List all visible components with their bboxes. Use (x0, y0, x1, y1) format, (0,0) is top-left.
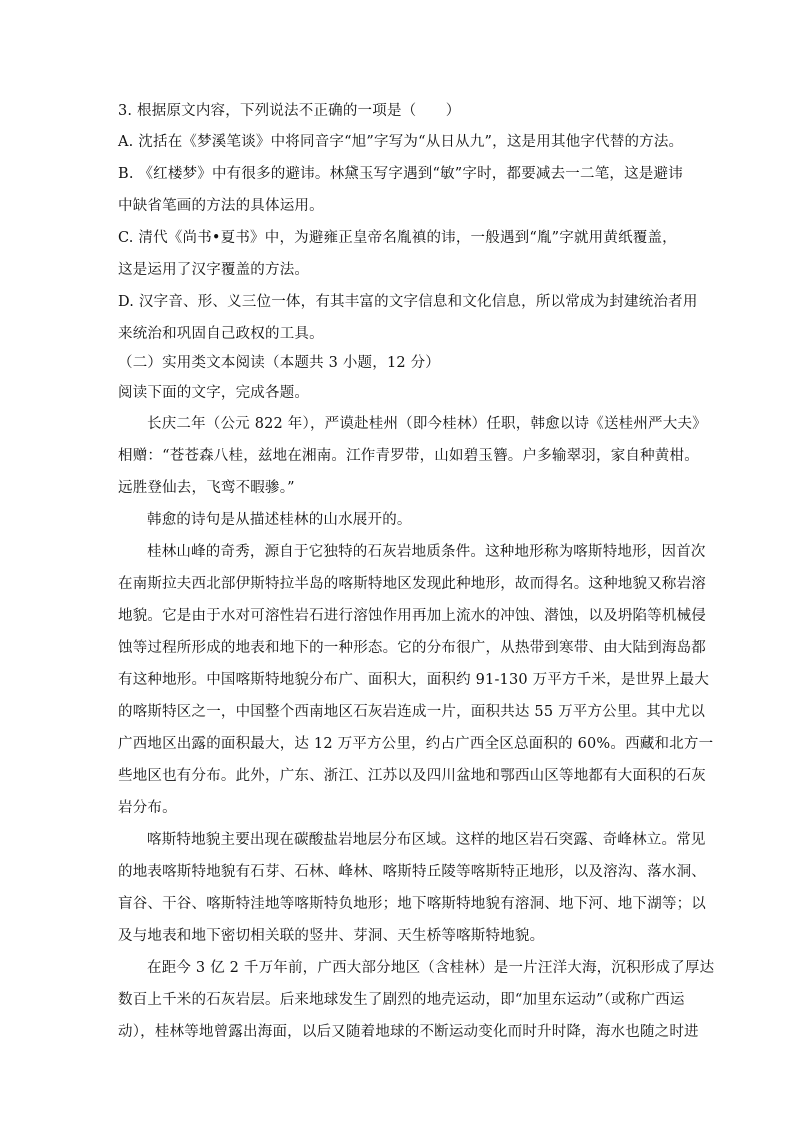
passage-paragraph-1-line: 远胜登仙去，飞鸾不暇骖。” (118, 480, 295, 496)
passage-paragraph-3-line: 在南斯拉夫西北部伊斯特拉半岛的喀斯特地区发现此种地形，故而得名。这种地貌又称岩溶 (118, 576, 706, 592)
passage-paragraph-3-line: 蚀等过程所形成的地表和地下的一种形态。它的分布很广，从热带到寒带、由大陆到海岛都 (118, 640, 706, 656)
passage-paragraph-4-line: 的地表喀斯特地貌有石芽、石林、峰林、喀斯特丘陵等喀斯特正地形，以及溶沟、落水洞、 (118, 864, 706, 880)
passage-paragraph-3-line: 地貌。它是由于水对可溶性岩石进行溶蚀作用再加上流水的冲蚀、潜蚀，以及坍陷等机械侵 (118, 608, 706, 624)
passage-paragraph-5: 在距今 3 亿 2 千万年前，广西大部分地区（含桂林）是一片汪洋大海，沉积形成了厚达 (147, 960, 715, 976)
passage-paragraph-3-line: 岩分布。 (118, 800, 177, 816)
passage-paragraph-3-line: 广西地区出露的面积最大，达 12 万平方公里，约占广西全区总面积的 60%。西藏和北方一 (118, 736, 714, 752)
section-heading: （二）实用类文本阅读（本题共 3 小题，12 分） (118, 355, 441, 371)
question-3-option-b: B. 《红楼梦》中有很多的避讳。林黛玉写字遇到“敏”字时，都要减去一二笔，这是避讳 (118, 166, 683, 182)
section-instruction: 阅读下面的文字，完成各题。 (118, 385, 310, 401)
passage-paragraph-3: 桂林山峰的奇秀，源自于它独特的石灰岩地质条件。这种地形称为喀斯特地形，因首次 (147, 544, 706, 560)
question-3-option-d: D. 汉字音、形、义三位一体，有其丰富的文字信息和文化信息，所以常成为封建统治者用 (118, 294, 698, 310)
passage-paragraph-5-line: 动），桂林等地曾露出海面，以后又随着地球的不断运动变化而时升时降，海水也随之时进 (118, 1024, 699, 1040)
passage-paragraph-4-line: 盲谷、干谷、喀斯特洼地等喀斯特负地形；地下喀斯特地貌有溶洞、地下河、地下湖等；以 (118, 896, 706, 912)
passage-paragraph-4: 喀斯特地貌主要出现在碳酸盐岩地层分布区域。这样的地区岩石突露、奇峰林立。常见 (147, 832, 706, 848)
question-3-option-b-continued: 中缺省笔画的方法的具体运用。 (118, 198, 324, 214)
passage-paragraph-4-line: 及与地表和地下密切相关联的竖井、芽洞、天生桥等喀斯特地貌。 (118, 928, 545, 944)
passage-paragraph-2: 韩愈的诗句是从描述桂林的山水展开的。 (147, 512, 412, 528)
passage-paragraph-3-line: 些地区也有分布。此外，广东、浙江、江苏以及四川盆地和鄂西山区等地都有大面积的石灰 (118, 768, 706, 784)
question-3-option-c: C. 清代《尚书•夏书》中，为避雍正皇帝名胤禛的讳，一般遇到“胤”字就用黄纸覆盖， (118, 230, 677, 246)
question-3-stem: 3. 根据原文内容，下列说法不正确的一项是（ ） (118, 103, 461, 119)
passage-paragraph-1: 长庆二年（公元 822 年），严谟赴桂州（即今桂林）任职，韩愈以诗《送桂州严大夫》 (147, 416, 707, 432)
passage-paragraph-3-line: 有这种地形。中国喀斯特地貌分布广、面积大，面积约 91-130 万平方千米，是世界上最大 (118, 672, 710, 688)
passage-paragraph-5-line: 数百上千米的石灰岩层。后来地球发生了剧烈的地壳运动，即“加里东运动”（或称广西运 (118, 992, 685, 1008)
question-3-option-d-continued: 来统治和巩固自己政权的工具。 (118, 326, 324, 342)
question-3-option-c-continued: 这是运用了汉字覆盖的方法。 (118, 262, 310, 278)
passage-paragraph-1-line: 相赠：“苍苍森八桂，兹地在湘南。江作青罗带，山如碧玉簪。户多输翠羽，家自种黄柑。 (118, 448, 699, 464)
passage-paragraph-3-line: 的喀斯特区之一，中国整个西南地区石灰岩连成一片，面积共达 55 万平方公里。其中尤以 (118, 704, 706, 720)
question-3-option-a: A. 沈括在《梦溪笔谈》中将同音字“旭”字写为“从日从九”，这是用其他字代替的方法。 (118, 134, 684, 150)
